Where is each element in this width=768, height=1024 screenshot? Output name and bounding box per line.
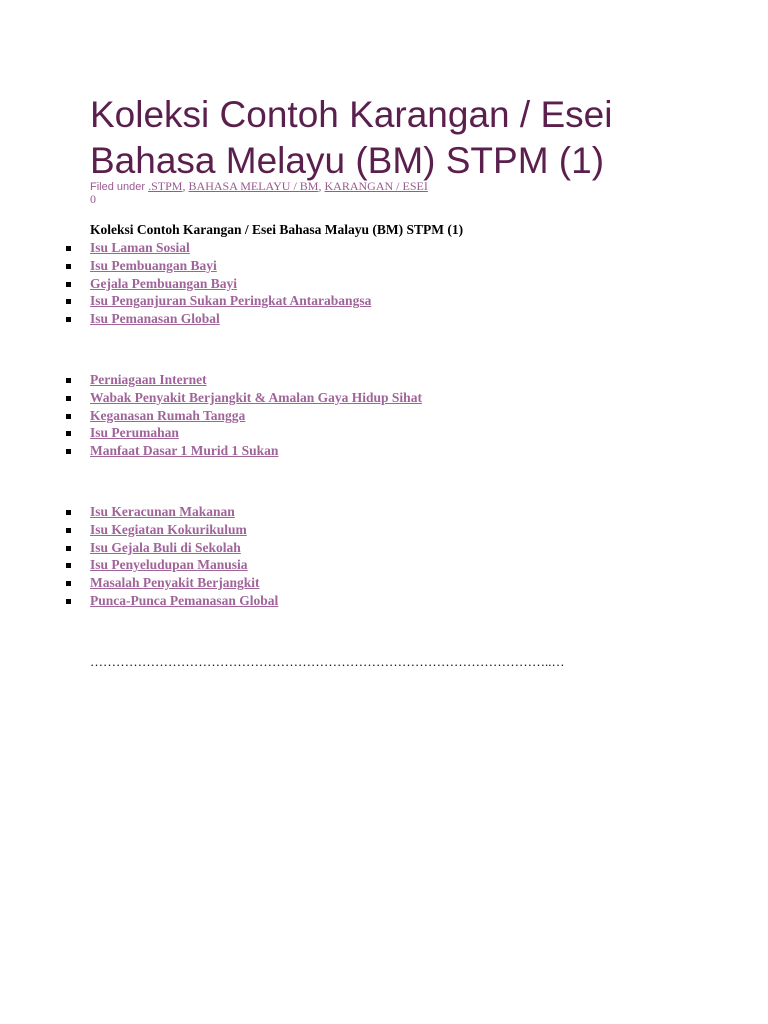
topic-link[interactable]: Isu Perumahan	[90, 425, 179, 441]
page-title: Koleksi Contoh Karangan / Esei Bahasa Melayu (BM) STPM (1)	[90, 94, 613, 181]
topic-link[interactable]: Keganasan Rumah Tangga	[90, 407, 246, 423]
topic-link[interactable]: Isu Kegiatan Kokurikulum	[90, 521, 247, 537]
topic-link[interactable]: Gejala Pembuangan Bayi	[90, 275, 238, 291]
topic-link[interactable]: Manfaat Dasar 1 Murid 1 Sukan	[90, 443, 279, 459]
square-bullet-icon	[66, 414, 71, 419]
square-bullet-icon	[66, 299, 71, 304]
square-bullet-icon	[66, 396, 71, 401]
article-subheading: Koleksi Contoh Karangan / Esei Bahasa Malayu (BM) STPM (1)	[90, 222, 464, 237]
topic-link[interactable]: Isu Penyeludupan Manusia	[90, 557, 248, 573]
square-bullet-icon	[66, 378, 71, 383]
comment-count[interactable]: 0	[90, 192, 96, 206]
square-bullet-icon	[66, 599, 71, 604]
topic-link[interactable]: Isu Pembuangan Bayi	[90, 257, 217, 273]
category-link-bahasa-melayu[interactable]: BAHASA MELAYU / BM	[188, 179, 319, 193]
square-bullet-icon	[66, 528, 71, 533]
category-link-karangan-esei[interactable]: KARANGAN / ESEI	[324, 179, 428, 193]
topic-link[interactable]: Wabak Penyakit Berjangkit & Amalan Gaya Hidup Sihat	[90, 389, 422, 405]
dotted-divider: ……………………………………………………………………………………………..…	[90, 654, 565, 669]
square-bullet-icon	[66, 563, 71, 568]
topic-link[interactable]: Masalah Penyakit Berjangkit	[90, 575, 260, 591]
category-separator: ,	[318, 179, 322, 193]
square-bullet-icon	[66, 581, 71, 586]
filed-under-label: Filed under	[90, 181, 146, 193]
square-bullet-icon	[66, 510, 71, 515]
square-bullet-icon	[66, 282, 71, 287]
square-bullet-icon	[66, 431, 71, 436]
category-link-stpm[interactable]: .STPM	[148, 179, 183, 193]
square-bullet-icon	[66, 264, 71, 269]
topic-link[interactable]: Isu Laman Sosial	[90, 240, 190, 255]
topic-link[interactable]: Isu Keracunan Makanan	[90, 504, 235, 519]
square-bullet-icon	[66, 449, 71, 454]
topic-link[interactable]: Punca-Punca Pemanasan Global	[90, 592, 279, 608]
filed-under-line	[90, 180, 428, 194]
category-separator: ,	[182, 179, 186, 193]
topic-link[interactable]: Perniagaan Internet	[90, 372, 207, 387]
square-bullet-icon	[66, 546, 71, 551]
square-bullet-icon	[66, 246, 71, 251]
topic-link[interactable]: Isu Gejala Buli di Sekolah	[90, 539, 241, 555]
square-bullet-icon	[66, 317, 71, 322]
topic-link[interactable]: Isu Pemanasan Global	[90, 311, 220, 327]
topic-link[interactable]: Isu Penganjuran Sukan Peringkat Antarabangsa	[90, 293, 372, 309]
